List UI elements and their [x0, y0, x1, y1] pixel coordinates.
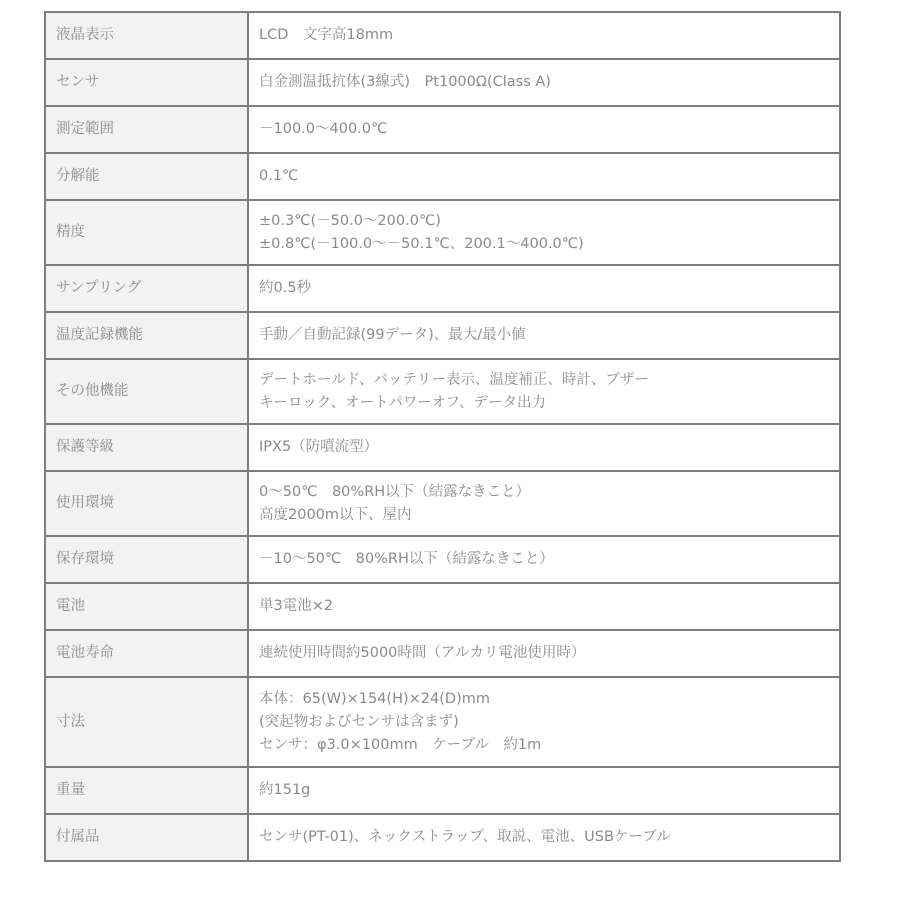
- spec-row: [45, 583, 840, 630]
- spec-row: [45, 630, 840, 677]
- spec-table: [44, 11, 841, 862]
- spec-value: 約0.5秒: [248, 265, 840, 312]
- spec-row: [45, 471, 840, 536]
- spec-label: 保護等級: [45, 424, 248, 471]
- spec-row: [45, 767, 840, 814]
- spec-value: 0～50℃ 80%RH以下（結露なきこと） 高度2000m以下、屋内: [248, 471, 840, 536]
- spec-row: [45, 536, 840, 583]
- spec-row: [45, 12, 840, 59]
- spec-row: [45, 424, 840, 471]
- spec-label: 重量: [45, 767, 248, 814]
- spec-label: 分解能: [45, 153, 248, 200]
- spec-value: 約151g: [248, 767, 840, 814]
- spec-label: 精度: [45, 200, 248, 265]
- spec-value: 単3電池×2: [248, 583, 840, 630]
- spec-row: [45, 106, 840, 153]
- spec-row: [45, 677, 840, 767]
- spec-row: [45, 200, 840, 265]
- spec-label: 保存環境: [45, 536, 248, 583]
- spec-row: [45, 359, 840, 424]
- spec-label: 電池: [45, 583, 248, 630]
- spec-row: [45, 265, 840, 312]
- spec-value: センサ(PT-01)、ネックストラップ、取説、電池、USBケーブル: [248, 814, 840, 861]
- spec-row: [45, 312, 840, 359]
- spec-row: [45, 59, 840, 106]
- spec-value: 0.1℃: [248, 153, 840, 200]
- spec-value: IPX5（防噴流型）: [248, 424, 840, 471]
- spec-table-body: [45, 12, 840, 861]
- spec-row: [45, 153, 840, 200]
- spec-label: 測定範囲: [45, 106, 248, 153]
- spec-label: サンプリング: [45, 265, 248, 312]
- spec-value: デートホールド、バッテリー表示、温度補正、時計、ブザー キーロック、オートパワーオフ、データ出力: [248, 359, 840, 424]
- spec-value: ±0.3℃(－50.0～200.0℃) ±0.8℃(－100.0～－50.1℃、200.1～400.0℃): [248, 200, 840, 265]
- spec-value: LCD 文字高18mm: [248, 12, 840, 59]
- spec-value: 白金測温抵抗体(3線式) Pt1000Ω(Class A): [248, 59, 840, 106]
- spec-label: その他機能: [45, 359, 248, 424]
- spec-label: 付属品: [45, 814, 248, 861]
- spec-label: 温度記録機能: [45, 312, 248, 359]
- spec-label: 液晶表示: [45, 12, 248, 59]
- spec-label: 使用環境: [45, 471, 248, 536]
- spec-label: 電池寿命: [45, 630, 248, 677]
- spec-value: －10～50℃ 80%RH以下（結露なきこと）: [248, 536, 840, 583]
- spec-label: センサ: [45, 59, 248, 106]
- spec-value: －100.0～400.0℃: [248, 106, 840, 153]
- spec-value: 本体：65(W)×154(H)×24(D)mm (突起物およびセンサは含まず) センサ：φ3.0×100mm ケーブル 約1m: [248, 677, 840, 767]
- spec-value: 手動／自動記録(99データ)、最大/最小値: [248, 312, 840, 359]
- spec-label: 寸法: [45, 677, 248, 767]
- spec-row: [45, 814, 840, 861]
- spec-value: 連続使用時間約5000時間（アルカリ電池使用時）: [248, 630, 840, 677]
